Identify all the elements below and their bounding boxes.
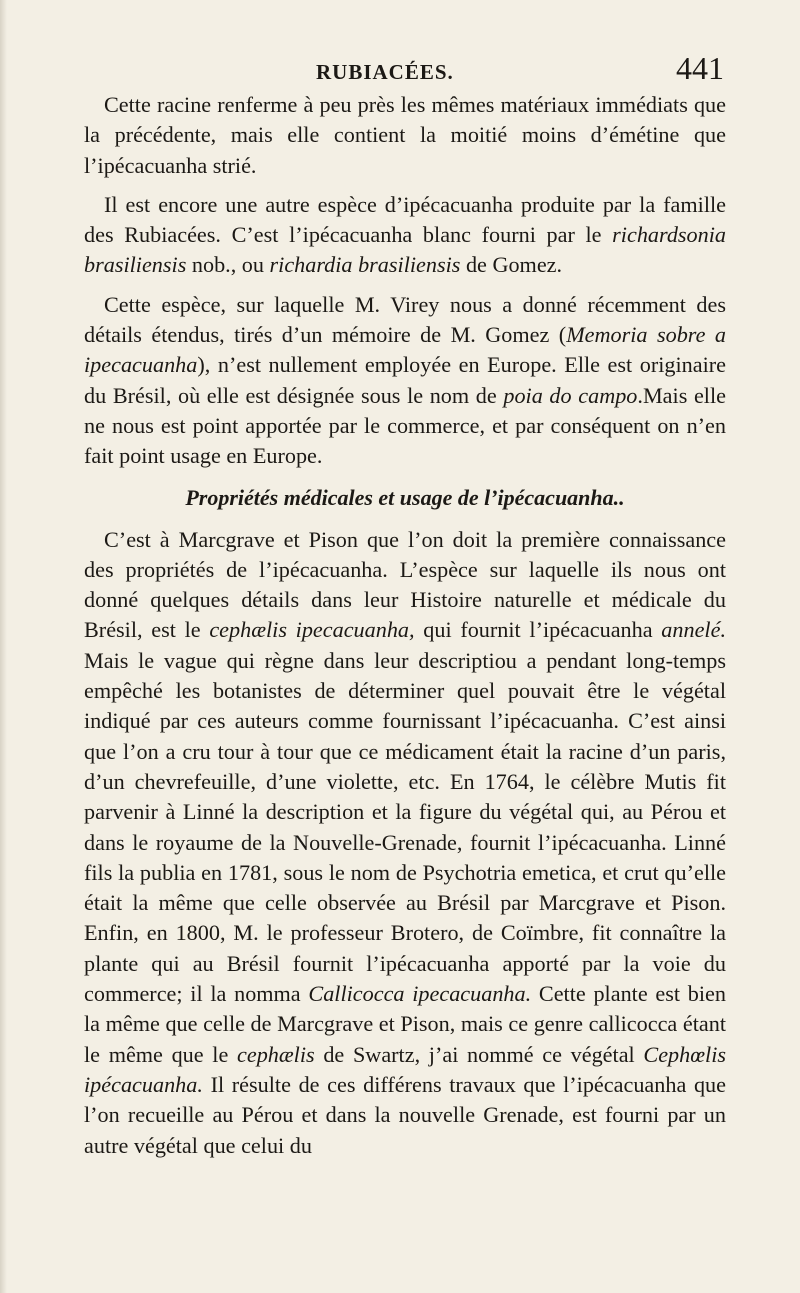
paragraph-4	[84, 525, 726, 1161]
species-name: Cephœlis ipécacuanha.	[84, 1041, 726, 1097]
page-number: 441	[676, 50, 724, 86]
book-title: Memoria sobre a ipecacuanha	[84, 322, 726, 378]
variety-name: annelé.	[661, 617, 726, 643]
local-name: poia do campo	[503, 382, 638, 408]
text-span: ), n’est nullement employée en Europe. Elle est originaire du Brésil, où elle est désignée sous le nom de	[84, 352, 726, 408]
body-text	[84, 90, 726, 1161]
running-title: RUBIACÉES.	[316, 60, 454, 84]
text-span: C’est à Marcgrave et Pison que l’on doit la première connaissance des propriétés de l’ipécacuanha. L’espèce sur laquelle ils nous ont donné quelques détails dans leur Histoire naturelle et médicale du Brésil, est le	[84, 526, 726, 643]
text-span: de Swartz, j’ai nommé ce végétal	[314, 1041, 644, 1067]
text-span: de Gomez.	[460, 252, 563, 278]
text-span: .Mais elle ne nous est point apportée par le commerce, et par conséquent on n’en fait point usage en Europe.	[84, 382, 726, 469]
species-name: cephælis ipecacuanha,	[209, 617, 415, 643]
text-span: Cette plante est bien la même que celle de Marcgrave et Pison, mais ce genre callicocca étant le même que le	[84, 981, 726, 1067]
page-edge-shadow	[0, 0, 7, 1293]
paragraph-3	[84, 290, 726, 472]
section-title: Propriétés médicales et usage de l’ipécacuanha..	[185, 484, 625, 510]
page-header	[84, 50, 724, 92]
text-span: Il résulte de ces différens travaux que l’ipécacuanha que l’on recueille au Pérou et dans la nouvelle Grenade, est fourni par un autre végétal que celui du	[84, 1071, 726, 1158]
text-span: Cette espèce, sur laquelle M. Virey nous a donné récemment des détails étendus, tirés d’un mémoire de M. Gomez (	[84, 291, 726, 348]
species-name: richardsonia brasiliensis	[84, 222, 726, 278]
text-span: qui fournit l’ipécacuanha	[414, 617, 662, 643]
genus-name: cephælis	[237, 1041, 315, 1067]
species-name: richardia brasiliensis	[269, 252, 461, 278]
paragraph-1: Cette racine renferme à peu près les mêmes matériaux immédiats que la précédente, mais elle contient la moitié moins d’émétine que l’ipécacuanha strié.	[84, 92, 726, 178]
text-span: Il est encore une autre espèce d’ipécacuanha produite par la famille des Rubiacées. C’est l’ipécacuanha blanc fourni par le	[84, 191, 726, 248]
species-name: Callicocca ipecacuanha.	[308, 981, 532, 1007]
paragraph-2	[84, 190, 726, 281]
text-span: Mais le vague qui règne dans leur descriptiou a pendant long-temps empêché les botanistes de déterminer quel pouvait être le végétal indiqué par ces auteurs comme fournissant l’ipécacuanha. C’est ainsi que l’on a cru tour à tour que ce médicament était la racine d’un paris, d’un chevrefeuille, d’une violette, etc. En 1764, le célèbre Mutis fit parvenir à Linné la description et la figure du végétal qui, au Pérou et dans le royaume de la Nouvelle-Grenade, fournit l’ipécacuanha. Linné fils la publia en 1781, sous le nom de Psychotria emetica, et crut qu’elle était la même que celle observée au Brésil par Marcgrave et Pison. Enfin, en 1800, M. le professeur Brotero, de Coïmbre, fit connaître la plante qui au Brésil fournit l’ipécacuanha apporté par la voie du commerce; il la nomma	[84, 647, 726, 1007]
text-span: nob., ou	[186, 252, 270, 278]
